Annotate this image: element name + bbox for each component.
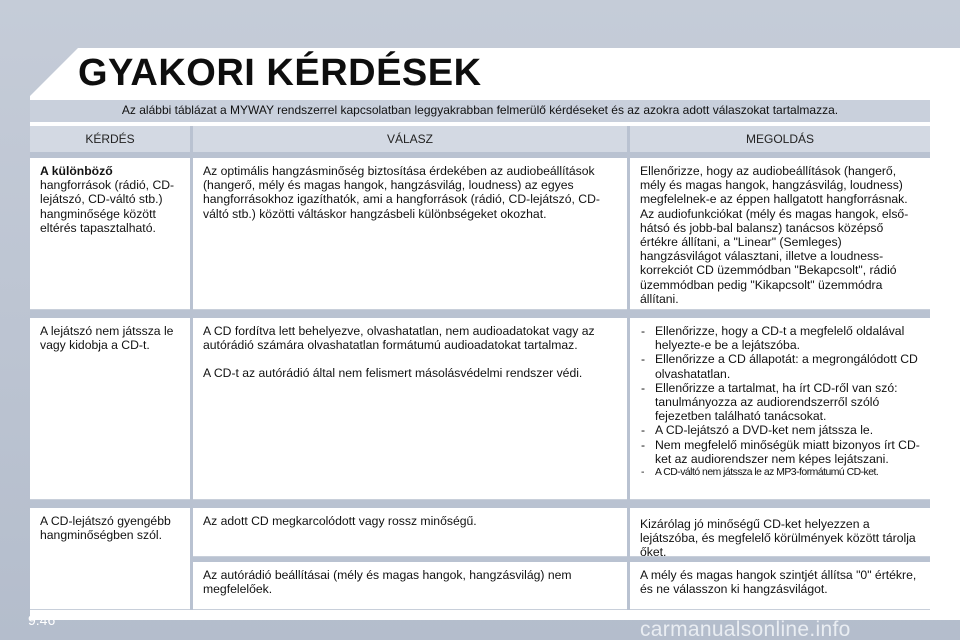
question-text: A lejátszó nem játssza le vagy kidobja a CD-t. [40,324,174,353]
intro-text: Az alábbi táblázat a MYWAY rendszerrel kapcsolatban leggyakrabban felmerülő kérdéseket és az azokra adott válaszokat tartalmazza. [121,103,839,117]
list-item: - A CD-váltó nem játssza le az MP3-formátumú CD-ket. [640,466,922,480]
row-separator [30,310,930,318]
answer-text: A CD fordítva lett behelyezve, olvashatatlan, nem audioadatokat vagy az autórádió számára olvashatatlan formátumú audioadatokat tartalmaz. [203,324,595,353]
list-item: - Ellenőrizze a CD állapotát: a megrongálódott CD olvashatatlan. [640,352,922,380]
solution-text: Kizárólag jó minőségű CD-ket helyezzen a lejátszóba, és megfelelő körülmények között tárolja őket. [640,517,916,560]
row-separator [30,500,930,508]
solution-list [640,324,922,480]
list-item: - Ellenőrizze a tartalmat, ha írt CD-ről van szó: tanulmányozza az audiorendszerről szóló fejezetben található tanácsokat. [640,381,922,424]
table-row-2-question [30,318,190,500]
list-item: - A CD-lejátszó a DVD-ket nem játssza le. [640,423,922,437]
page-title: GYAKORI KÉRDÉSEK [78,52,482,94]
table-row-1-answer [193,158,627,310]
header-question: KÉRDÉS [30,126,190,152]
table-row-3-answer-b [193,562,627,610]
table-row-2-answer [193,318,627,500]
answer-text: Az adott CD megkarcolódott vagy rossz minőségű. [203,514,477,528]
solution-text: Ellenőrizze, hogy az audiobeállítások (hangerő, mély és magas hangok, hangzásvilág, loudness) megfelelnek-e az éppen hallgatott hangforrásnak. Az audiofunkciókat (mély és magas hangok, első-hátsó és jobb-bal balansz) tanácsos középső értékre állítani, a "Linear" (Semleges) hangzásvilágot választani, illetve a loudness-korrekciót CD üzemmódban "Bekapcsolt", rádió üzemmódban pedig "Kikapcsolt" üzemmódra állítani. [640,164,909,306]
table-row-1-solution [630,158,930,310]
question-bold-text: A különböző [40,164,113,178]
table-row-3-answer-a [193,508,627,557]
question-text: A CD-lejátszó gyengébb hangminőségben szól. [40,514,171,543]
table-row-1-question [30,158,190,310]
answer-text: Az optimális hangzásminőség biztosítása érdekében az audiobeállítások (hangerő, mély és magas hangok, hangzásvilág, loudness) az egyes hangforrásokhoz igazíthatók, ami a hangforrások (rádió, CD-lejátszó, CD-váltó stb.) közötti váltáskor hangzásbeli különbségeket okozhat. [203,164,600,221]
watermark-text: carmanualsonline.info [640,618,851,640]
answer-text: A CD-t az autórádió által nem felismert másolásvédelmi rendszer védi. [203,366,583,381]
question-text: hangforrások (rádió, CD-lejátszó, CD-váltó stb.) hangminősége között eltérés tapasztalható. [40,178,175,235]
header-solution: MEGOLDÁS [630,126,930,152]
list-item: - Nem megfelelő minőségük miatt bizonyos írt CD-ket az audiorendszer nem képes lejátszani. [640,438,922,466]
table-row-3-solution-b [630,562,930,610]
header-answer: VÁLASZ [193,126,627,152]
table-row-2-solution [630,318,930,500]
table-row-3-solution-a [630,508,930,560]
list-item: - Ellenőrizze, hogy a CD-t a megfelelő oldalával helyezte-e be a lejátszóba. [640,324,922,352]
solution-text: A mély és magas hangok szintjét állítsa "0" értékre, és ne válasszon ki hangzásvilágot. [640,568,917,597]
page-number: 9.46 [28,612,56,628]
table-row-3-question [30,508,190,610]
answer-text: Az autórádió beállításai (mély és magas hangok, hangzásvilág) nem megfelelőek. [203,568,572,597]
